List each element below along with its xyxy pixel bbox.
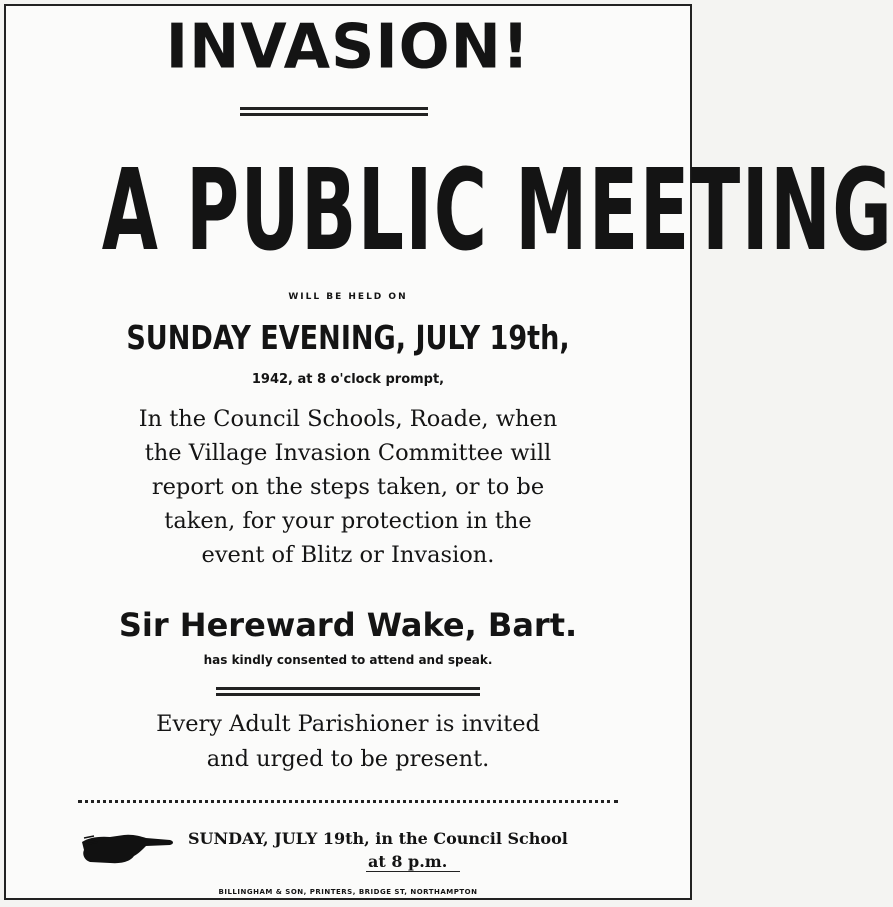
body-text — [6, 402, 690, 572]
headline: INVASION! — [165, 10, 531, 84]
speaker-note: has kindly consented to attend and speak. — [203, 653, 493, 667]
body-line: report on the steps taken, or to be — [151, 474, 545, 500]
invite-line-1: Every Adult Parishioner is invited — [156, 711, 540, 737]
footer-line-1: SUNDAY, JULY 19th, in the Council School — [188, 829, 568, 848]
meeting-title: A PUBLIC MEETING — [101, 146, 893, 276]
middle-double-rule — [216, 687, 480, 696]
will-be-held-text: WILL BE HELD ON — [288, 292, 408, 302]
date-line: SUNDAY EVENING, JULY 19th, — [126, 318, 570, 357]
footer-line-2: at 8 p.m. — [368, 852, 448, 871]
year-line: 1942, at 8 o'clock prompt, — [251, 372, 445, 387]
footer-underline — [366, 871, 460, 872]
dotted-divider — [78, 800, 618, 803]
pointing-hand-icon — [80, 832, 176, 866]
body-line: event of Blitz or Invasion. — [201, 542, 495, 568]
poster — [4, 4, 893, 900]
speaker-name: Sir Hereward Wake, Bart. — [118, 606, 578, 644]
printer-credit: BILLINGHAM & SON, PRINTERS, BRIDGE ST, NORTHAMPTON — [218, 888, 478, 896]
body-line: the Village Invasion Committee will — [144, 440, 552, 466]
top-double-rule — [240, 107, 428, 116]
body-line: In the Council Schools, Roade, when — [138, 406, 558, 432]
body-line: taken, for your protection in the — [164, 508, 532, 534]
invite-line-2: and urged to be present. — [206, 746, 490, 772]
